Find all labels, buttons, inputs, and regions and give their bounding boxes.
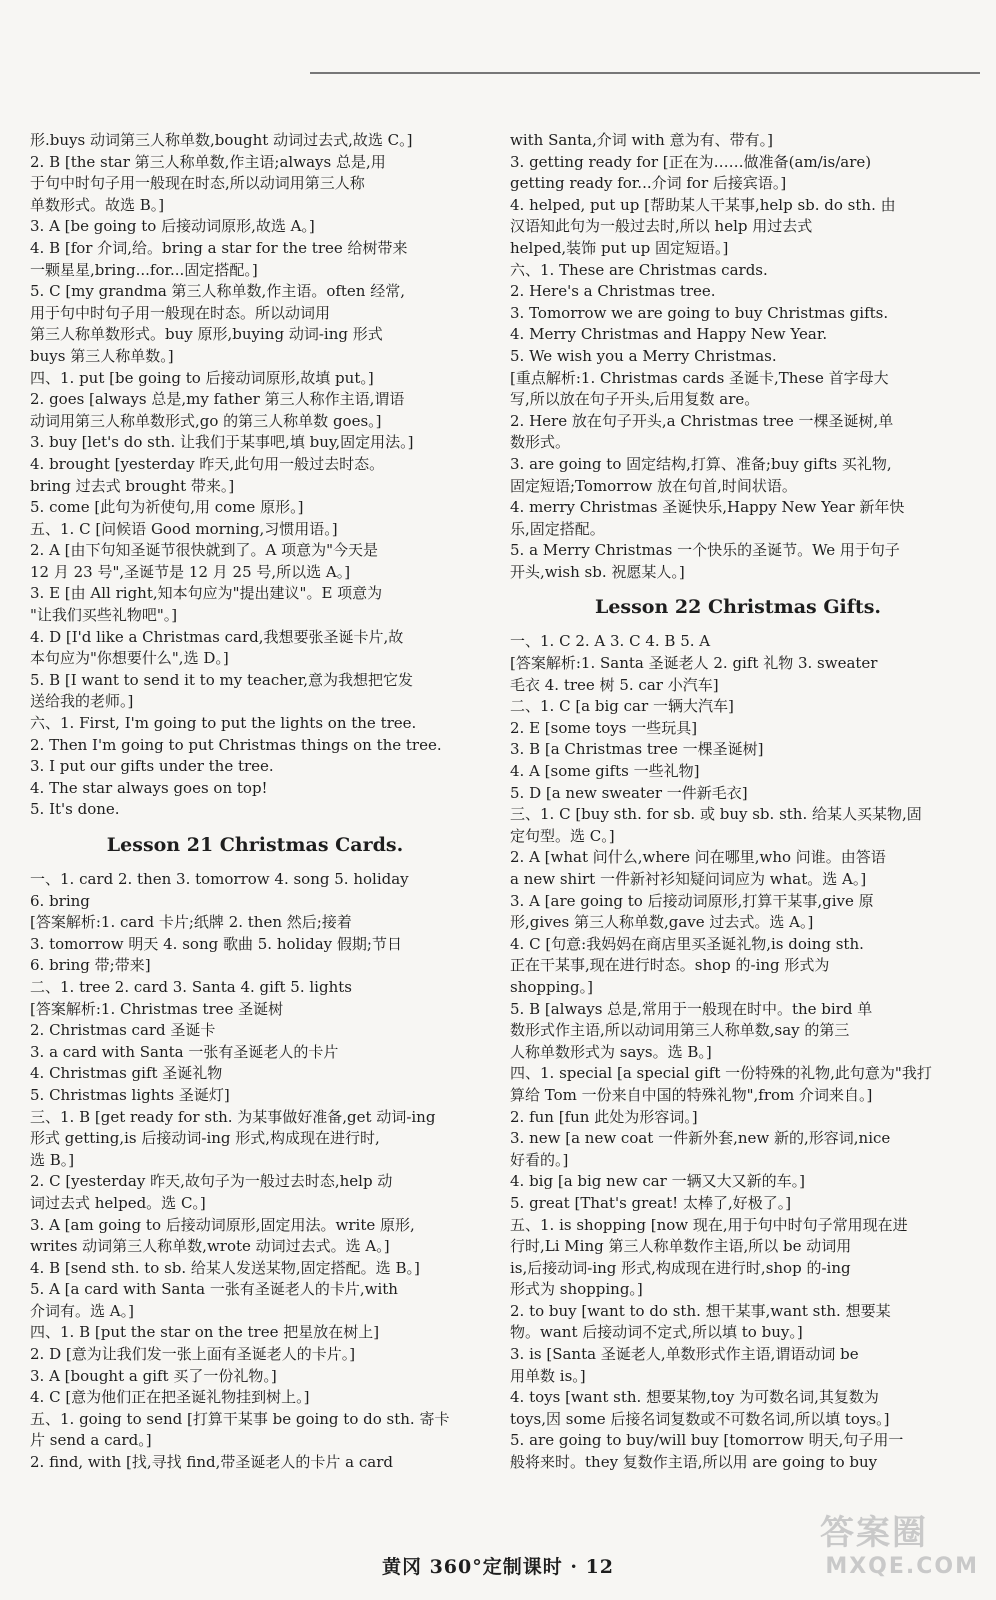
answer-line: 本句应为"你想要什么",选 D。] [30,649,229,668]
answer-line: bring 过去式 brought 带来。] [30,476,235,495]
answer-line: 3. buy [let's do sth. 让我们于某事吧,填 buy,固定用法。] [30,433,414,452]
answer-line: [答案解析:1. Santa 圣诞老人 2. gift 礼物 3. sweater [510,654,878,673]
answer-line: 形,gives 第三人称单数,gave 过去式。选 A。] [510,913,814,932]
answer-line: 4. C [意为他们正在把圣诞礼物挂到树上。] [30,1388,310,1407]
answer-line: getting ready for...介词 for 后接宾语。] [510,174,787,193]
answer-line: 形式 getting,is 后接动词-ing 形式,构成现在进行时, [30,1129,380,1148]
answer-line: 算给 Tom 一份来自中国的特殊礼物",from 介词来自。] [510,1085,873,1104]
answer-line: 2. to buy [want to do sth. 想干某事,want sth. 想要某 [510,1301,891,1320]
answer-line: 形式为 shopping。] [510,1280,643,1299]
answer-line: 固定短语;Tomorrow 放在句首,时间状语。 [510,476,797,495]
answer-line: 一颗星星,bring...for...固定搭配。] [30,260,258,279]
answer-line: 2. find, with [找,寻找 find,带圣诞老人的卡片 a card [30,1453,393,1472]
answer-line: toys,因 some 后接名词复数或不可数名词,所以填 toys。] [510,1409,890,1428]
answer-line: 2. fun [fun 此处为形容词。] [510,1107,698,1126]
answer-line: 写,所以放在句子开头,后用复数 are。 [510,390,760,409]
answer-line: 一、1. card 2. then 3. tomorrow 4. song 5. holiday [30,870,409,888]
answer-line: 数形式。 [510,433,571,452]
answer-line: 4. C [句意:我妈妈在商店里买圣诞礼物,is doing sth. [510,934,864,953]
page-footer: 黄冈 360°定制课时 · 12 [381,1556,615,1578]
answer-line: 5. A [a card with Santa 一张有圣诞老人的卡片,with [30,1280,398,1299]
answer-line: 人称单数形式为 says。选 B。] [510,1042,712,1061]
answer-line: 六、1. These are Christmas cards. [510,260,768,279]
answer-line: 12 月 23 号",圣诞节是 12 月 25 号,所以选 A。] [30,562,351,581]
watermark [820,1505,985,1595]
answer-line: 用于句中时句子用一般现在时态。所以动词用 [30,303,331,322]
answer-line: 4. B [send sth. to sb. 给某人发送某物,固定搭配。选 B。] [30,1258,420,1277]
answer-line: 介词有。选 A。] [30,1301,134,1320]
answer-line: 3. A [be going to 后接动词原形,故选 A。] [30,217,315,236]
answer-line: 4. Christmas gift 圣诞礼物 [30,1064,223,1083]
answer-line: 3. Tomorrow we are going to buy Christmas gifts. [510,303,889,322]
answer-line: 二、1. tree 2. card 3. Santa 4. gift 5. lights [30,977,352,996]
answer-line: 4. A [some gifts 一些礼物] [510,762,700,781]
answer-line: 5. It's done. [30,800,120,819]
answer-line: 五、1. going to send [打算干某事 be going to do sth. 寄卡 [30,1409,450,1428]
answer-line: 定句型。选 C。] [510,826,615,845]
answer-line: 2. Christmas card 圣诞卡 [30,1021,216,1040]
answer-line: 形.buys 动词第三人称单数,bought 动词过去式,故选 C。] [30,131,413,149]
answer-line: 3. A [bought a gift 买了一份礼物。] [30,1366,277,1385]
answer-line: 四、1. put [be going to 后接动词原形,故填 put。] [30,368,374,387]
answer-line: 物。want 后接动词不定式,所以填 to buy。] [510,1323,803,1342]
answer-line: 汉语知此句为一般过去时,所以 help 用过去式 [510,217,813,236]
answer-line: [答案解析:1. Christmas tree 圣诞树 [30,999,284,1018]
answer-line: 开头,wish sb. 祝愿某人。] [510,562,685,581]
answer-line: 3. a card with Santa 一张有圣诞老人的卡片 [30,1042,339,1061]
answer-line: 词过去式 helped。选 C。] [30,1193,206,1212]
answer-line: 3. A [are going to 后接动词原形,打算干某事,give 原 [510,891,874,910]
answer-line: a new shirt 一件新衬衫知疑问词应为 what。选 A。] [510,870,867,888]
answer-line: 四、1. B [put the star on the tree 把星放在树上] [30,1323,380,1342]
answer-line: 好看的。] [510,1150,569,1169]
answer-line: 三、1. C [buy sth. for sb. 或 buy sb. sth. 给某人买某物,固 [510,805,922,824]
answer-line: 片 send a card。] [30,1431,152,1450]
answer-line: 动词用第三人称单数形式,go 的第三人称单数 goes。] [30,411,382,430]
answer-line: 3. A [am going to 后接动词原形,固定用法。write 原形, [30,1215,415,1234]
answer-line: 五、1. is shopping [now 现在,用于句中时句子常用现在进 [510,1215,908,1234]
top-rule [310,72,980,74]
answer-line: buys 第三人称单数。] [30,346,174,365]
answer-line: 4. toys [want sth. 想要某物,toy 为可数名词,其复数为 [510,1388,879,1407]
answer-line: 5. are going to buy/will buy [tomorrow 明天,句子用一 [510,1431,904,1450]
answer-line: 4. The star always goes on top! [30,778,268,797]
answer-line: 毛衣 4. tree 树 5. car 小汽车] [510,675,719,694]
answer-line: 2. Then I'm going to put Christmas things on the tree. [30,735,442,754]
answer-line: 4. brought [yesterday 昨天,此句用一般过去时态。 [30,454,385,473]
answer-line: 2. D [意为让我们发一张上面有圣诞老人的卡片。] [30,1345,356,1364]
answer-line: 4. B [for 介词,给。bring a star for the tree 给树带来 [30,238,408,257]
answer-line: 2. E [some toys 一些玩具] [510,718,698,737]
answer-line: [答案解析:1. card 卡片;纸牌 2. then 然后;接着 [30,913,352,932]
answer-line: 5. come [此句为祈使句,用 come 原形。] [30,498,304,517]
answer-line: 三、1. B [get ready for sth. 为某事做好准备,get 动词-ing [30,1107,436,1126]
answer-line: 3. is [Santa 圣诞老人,单数形式作主语,谓语动词 be [510,1345,859,1364]
answer-line: 4. Merry Christmas and Happy New Year. [510,325,828,344]
answer-line: with Santa,介词 with 意为有、带有。] [510,131,773,149]
answer-line: 2. C [yesterday 昨天,故句子为一般过去时态,help 动 [30,1172,393,1191]
answer-line: 5. great [That's great! 太棒了,好极了。] [510,1193,792,1212]
answer-line: 2. Here 放在句子开头,a Christmas tree 一棵圣诞树,单 [510,411,894,430]
answer-line: 6. bring 带;带来] [30,956,151,975]
answer-line: 2. B [the star 第三人称单数,作主语;always 总是,用 [30,152,386,171]
lesson-heading: Lesson 22 Christmas Gifts. [594,596,882,619]
answer-line: 3. tomorrow 明天 4. song 歌曲 5. holiday 假期;节日 [30,934,402,953]
answer-line: 2. goes [always 总是,my father 第三人称作主语,谓语 [30,390,405,409]
watermark-url: MXQE.COM [825,1554,979,1579]
answer-line: 选 B。] [30,1150,75,1169]
answer-line: 2. A [what 问什么,where 问在哪里,who 问谁。由答语 [510,848,886,867]
answer-line: 第三人称单数形式。buy 原形,buying 动词-ing 形式 [30,325,383,344]
answer-line: 3. are going to 固定结构,打算、准备;buy gifts 买礼物, [510,454,892,473]
answer-line: 5. We wish you a Merry Christmas. [510,346,777,365]
lesson-heading: Lesson 21 Christmas Cards. [106,834,404,856]
answer-line: 3. getting ready for [正在为……做准备(am/is/are) [510,152,872,171]
answer-line: 乐,固定搭配。 [510,519,605,538]
answer-line: 3. B [a Christmas tree 一棵圣诞树] [510,740,764,759]
answer-line: shopping。] [510,977,594,996]
answer-line: 四、1. special [a special gift 一份特殊的礼物,此句意为"我打 [510,1064,932,1083]
answer-line: 5. B [I want to send it to my teacher,意为我想把它发 [30,670,414,689]
answer-line: 5. a Merry Christmas 一个快乐的圣诞节。We 用于句子 [510,541,900,560]
answer-line: 5. Christmas lights 圣诞灯] [30,1085,230,1104]
answer-line: 4. big [a big new car 一辆又大又新的车。] [510,1172,805,1191]
answer-line: 六、1. First, I'm going to put the lights on the tree. [30,714,417,733]
answer-line: writes 动词第三人称单数,wrote 动词过去式。选 A。] [30,1237,390,1256]
answer-line: 正在干某事,现在进行时态。shop 的-ing 形式为 [510,956,830,975]
answer-line: 4. merry Christmas 圣诞快乐,Happy New Year 新年快 [510,498,905,517]
answer-line: 五、1. C [问候语 Good morning,习惯用语。] [30,519,338,538]
answer-line: [重点解析:1. Christmas cards 圣诞卡,These 首字母大 [510,368,889,387]
answer-line: is,后接动词-ing 形式,构成现在进行时,shop 的-ing [510,1258,851,1277]
left-column [30,130,480,1474]
answer-line: 二、1. C [a big car 一辆大汽车] [510,697,734,716]
answer-line: 3. I put our gifts under the tree. [30,757,274,776]
answer-line: 般将来时。they 复数作主语,所以用 are going to buy [510,1453,878,1472]
answer-line: 5. C [my grandma 第三人称单数,作主语。often 经常, [30,282,406,301]
answer-line: 5. B [always 总是,常用于一般现在时中。the bird 单 [510,999,873,1018]
answer-line: 用单数 is。] [510,1366,586,1385]
answer-line: 2. A [由下句知圣诞节很快就到了。A 项意为"今天是 [30,541,379,560]
answer-line: 送给我的老师。] [30,692,134,711]
answer-line: 4. D [I'd like a Christmas card,我想要张圣诞卡片,故 [30,627,404,646]
answer-line: 4. helped, put up [帮助某人干某事,help sb. do sth. 由 [510,195,896,214]
answer-line: 一、1. C 2. A 3. C 4. B 5. A [510,632,711,651]
answer-line: 行时,Li Ming 第三人称单数作主语,所以 be 动词用 [510,1237,852,1256]
answer-line: 单数形式。故选 B。] [30,195,165,214]
answer-line: "让我们买些礼物吧"。] [30,606,178,625]
answer-line: 于句中时句子用一般现在时态,所以动词用第三人称 [30,174,365,193]
watermark-logo-text: 答案圈 [820,1513,928,1553]
right-column [510,130,966,1474]
answer-line: 3. E [由 All right,知本句应为"提出建议"。E 项意为 [30,584,383,603]
answer-line: 3. new [a new coat 一件新外套,new 新的,形容词,nice [510,1129,891,1148]
answer-line: 6. bring [30,891,90,910]
answer-line: 5. D [a new sweater 一件新毛衣] [510,783,748,802]
answer-line: helped,装饰 put up 固定短语。] [510,238,729,257]
answer-line: 数形式作主语,所以动词用第三人称单数,say 的第三 [510,1021,850,1040]
answer-line: 2. Here's a Christmas tree. [510,282,716,301]
